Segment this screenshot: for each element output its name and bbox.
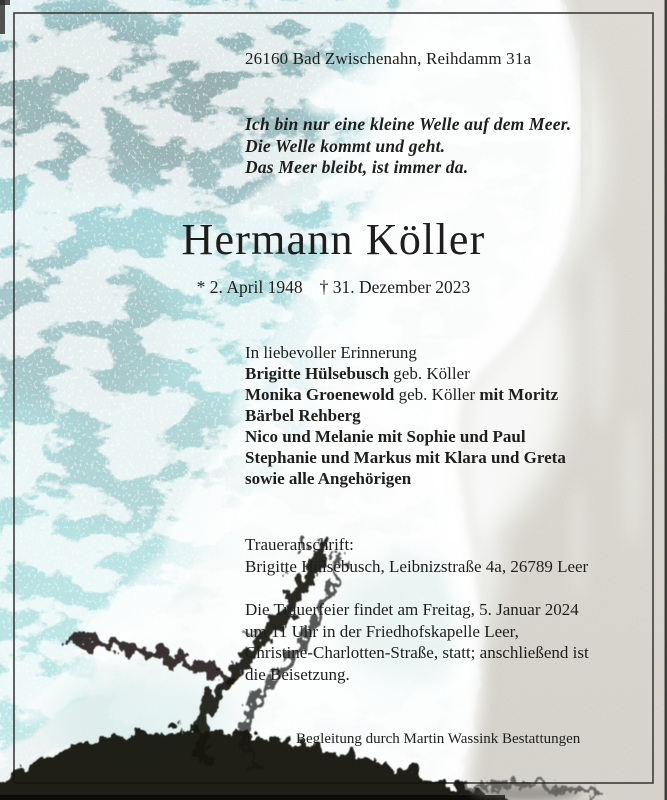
verse-line: Ich bin nur eine kleine Welle auf dem Meer. <box>245 114 572 134</box>
mourner-line <box>245 363 566 384</box>
contact-block <box>245 534 588 578</box>
mourner-line: Stephanie und Markus mit Klara und Greta <box>245 448 566 467</box>
birth-date: * 2. April 1948 <box>196 277 303 297</box>
mourners-list <box>245 342 566 489</box>
contact-address: Brigitte Hülsebusch, Leibnizstraße 4a, 26789 Leer <box>245 557 589 576</box>
death-date: † 31. Dezember 2023 <box>319 277 471 297</box>
mourner-line <box>245 384 566 405</box>
ceremony-line: Die Trauerfeier findet am Freitag, 5. Januar 2024 <box>245 600 579 619</box>
address-line: 26160 Bad Zwischenahn, Reihdamm 31a <box>245 49 532 68</box>
mourner-children: mit Moritz <box>479 385 559 404</box>
mourner-line: Bärbel Rehberg <box>245 406 361 425</box>
mourners-intro: In liebevoller Erinnerung <box>245 343 417 362</box>
mourner-name: Monika Groenewold <box>245 385 395 404</box>
verse-line: Die Welle kommt und geht. <box>245 135 446 156</box>
ceremony-line: Christine-Charlotten-Straße, statt; anschließend ist <box>245 643 589 662</box>
mourner-line: sowie alle Angehörigen <box>245 469 412 488</box>
mourner-suffix: geb. Köller <box>389 364 470 383</box>
life-dates <box>0 277 667 298</box>
mourner-name: Brigitte Hülsebusch <box>245 364 390 383</box>
mourner-suffix: geb. Köller <box>394 385 480 404</box>
contact-label: Traueranschrift: <box>245 535 354 554</box>
ceremony-line: die Beisetzung. <box>245 664 350 684</box>
mourner-line: Nico und Melanie mit Sophie und Paul <box>245 427 526 446</box>
verse-line: Das Meer bleibt, ist immer da. <box>245 157 469 177</box>
deceased-name: Hermann Köller <box>181 215 486 264</box>
ceremony-details <box>245 599 589 685</box>
ceremony-line: um 11 Uhr in der Friedhofskapelle Leer, <box>245 621 519 641</box>
memorial-verse <box>245 114 571 179</box>
funeral-home-credit: Begleitung durch Martin Wassink Bestattungen <box>296 731 581 747</box>
